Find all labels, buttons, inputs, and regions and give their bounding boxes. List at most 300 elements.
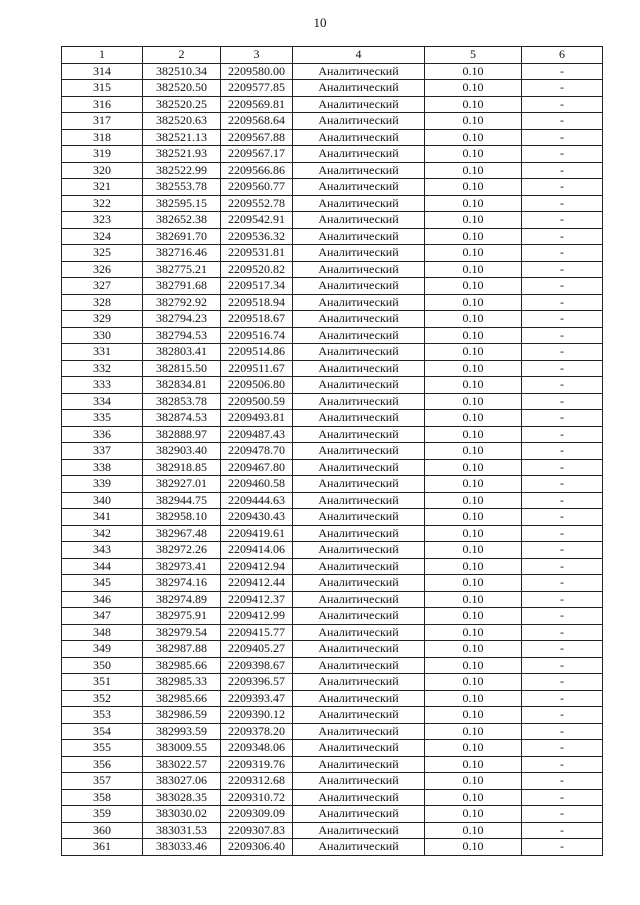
table-cell: 0.10	[425, 327, 522, 344]
table-cell: -	[522, 674, 603, 691]
table-cell: 0.10	[425, 657, 522, 674]
table-cell: 2209567.88	[221, 129, 293, 146]
table-cell: Аналитический	[293, 195, 425, 212]
table-cell: 360	[62, 822, 143, 839]
table-cell: -	[522, 839, 603, 856]
table-row	[62, 228, 603, 245]
table-cell: 341	[62, 509, 143, 526]
table-cell: 320	[62, 162, 143, 179]
table-cell: 0.10	[425, 756, 522, 773]
table-cell: 336	[62, 426, 143, 443]
table-cell: 0.10	[425, 575, 522, 592]
table-row	[62, 278, 603, 295]
table-cell: -	[522, 212, 603, 229]
table-cell: -	[522, 608, 603, 625]
table-cell: -	[522, 476, 603, 493]
table-cell: 0.10	[425, 608, 522, 625]
table-cell: 315	[62, 80, 143, 97]
table-row	[62, 212, 603, 229]
table-cell: 382903.40	[143, 443, 221, 460]
table-cell: Аналитический	[293, 624, 425, 641]
table-cell: -	[522, 426, 603, 443]
table-cell: Аналитический	[293, 245, 425, 262]
table-row	[62, 806, 603, 823]
table-cell: 2209493.81	[221, 410, 293, 427]
table-row	[62, 641, 603, 658]
table-cell: 2209405.27	[221, 641, 293, 658]
table-cell: 2209378.20	[221, 723, 293, 740]
table-cell: Аналитический	[293, 113, 425, 130]
table-cell: 354	[62, 723, 143, 740]
table-cell: -	[522, 542, 603, 559]
table-cell: Аналитический	[293, 80, 425, 97]
table-row	[62, 822, 603, 839]
table-cell: 348	[62, 624, 143, 641]
table-cell: Аналитический	[293, 641, 425, 658]
table-cell: 316	[62, 96, 143, 113]
table-row	[62, 96, 603, 113]
table-cell: 382888.97	[143, 426, 221, 443]
table-cell: 357	[62, 773, 143, 790]
table-cell: 0.10	[425, 789, 522, 806]
table-cell: 382944.75	[143, 492, 221, 509]
table-cell: 382973.41	[143, 558, 221, 575]
table-row	[62, 245, 603, 262]
table-cell: 0.10	[425, 212, 522, 229]
table-cell: Аналитический	[293, 756, 425, 773]
table-row	[62, 459, 603, 476]
table-cell: 2209460.58	[221, 476, 293, 493]
table-row	[62, 162, 603, 179]
table-cell: 382927.01	[143, 476, 221, 493]
table-row	[62, 426, 603, 443]
table-cell: 382853.78	[143, 393, 221, 410]
table-cell: -	[522, 575, 603, 592]
table-cell: 0.10	[425, 525, 522, 542]
table-row	[62, 509, 603, 526]
table-cell: 314	[62, 63, 143, 80]
table-cell: 0.10	[425, 806, 522, 823]
table-cell: -	[522, 327, 603, 344]
table-cell: -	[522, 261, 603, 278]
table-cell: 382803.41	[143, 344, 221, 361]
table-cell: -	[522, 344, 603, 361]
table-cell: Аналитический	[293, 657, 425, 674]
table-cell: Аналитический	[293, 740, 425, 757]
table-cell: 0.10	[425, 707, 522, 724]
table-cell: 2209478.70	[221, 443, 293, 460]
table-cell: -	[522, 294, 603, 311]
table-cell: 2209412.44	[221, 575, 293, 592]
table-cell: 353	[62, 707, 143, 724]
table-cell: Аналитический	[293, 129, 425, 146]
table-cell: Аналитический	[293, 608, 425, 625]
table-cell: 323	[62, 212, 143, 229]
table-row	[62, 377, 603, 394]
table-cell: -	[522, 146, 603, 163]
table-cell: Аналитический	[293, 525, 425, 542]
table-row	[62, 608, 603, 625]
table-row	[62, 344, 603, 361]
table-cell: 382815.50	[143, 360, 221, 377]
table-cell: Аналитический	[293, 789, 425, 806]
column-header: 4	[293, 47, 425, 64]
table-cell: 0.10	[425, 740, 522, 757]
table-cell: 2209560.77	[221, 179, 293, 196]
table-cell: 2209520.82	[221, 261, 293, 278]
table-cell: 0.10	[425, 558, 522, 575]
table-cell: Аналитический	[293, 327, 425, 344]
table-cell: 358	[62, 789, 143, 806]
table-cell: 382553.78	[143, 179, 221, 196]
page-number: 10	[313, 15, 327, 30]
table-cell: -	[522, 657, 603, 674]
table-cell: Аналитический	[293, 344, 425, 361]
table-cell: 382986.59	[143, 707, 221, 724]
table-row	[62, 492, 603, 509]
table-cell: 2209516.74	[221, 327, 293, 344]
table-cell: 2209348.06	[221, 740, 293, 757]
table-cell: 2209542.91	[221, 212, 293, 229]
table-cell: 2209430.43	[221, 509, 293, 526]
table-cell: 324	[62, 228, 143, 245]
table-cell: 2209568.64	[221, 113, 293, 130]
table-cell: 342	[62, 525, 143, 542]
table-cell: -	[522, 756, 603, 773]
table-cell: 0.10	[425, 492, 522, 509]
table-cell: Аналитический	[293, 261, 425, 278]
table-cell: 382791.68	[143, 278, 221, 295]
table-cell: 383033.46	[143, 839, 221, 856]
table-cell: Аналитический	[293, 63, 425, 80]
table-cell: 318	[62, 129, 143, 146]
table-cell: 361	[62, 839, 143, 856]
table-cell: -	[522, 129, 603, 146]
table-cell: 2209414.06	[221, 542, 293, 559]
table-cell: 382792.92	[143, 294, 221, 311]
table-cell: -	[522, 740, 603, 757]
table-row	[62, 80, 603, 97]
table-cell: 2209536.32	[221, 228, 293, 245]
table-cell: 382775.21	[143, 261, 221, 278]
table-cell: 0.10	[425, 278, 522, 295]
table-cell: -	[522, 591, 603, 608]
table-cell: Аналитический	[293, 393, 425, 410]
table-cell: 346	[62, 591, 143, 608]
table-cell: Аналитический	[293, 360, 425, 377]
table-cell: -	[522, 773, 603, 790]
table-header-row	[62, 47, 603, 64]
table-cell: -	[522, 162, 603, 179]
table-cell: 0.10	[425, 294, 522, 311]
table-cell: 0.10	[425, 410, 522, 427]
table-cell: -	[522, 624, 603, 641]
table-cell: 2209412.99	[221, 608, 293, 625]
table-cell: 2209419.61	[221, 525, 293, 542]
table-cell: Аналитический	[293, 459, 425, 476]
table-cell: 0.10	[425, 509, 522, 526]
table-cell: 0.10	[425, 773, 522, 790]
table-cell: 2209569.81	[221, 96, 293, 113]
table-cell: 382716.46	[143, 245, 221, 262]
table-cell: Аналитический	[293, 723, 425, 740]
table-cell: 382979.54	[143, 624, 221, 641]
table-cell: 383031.53	[143, 822, 221, 839]
table-cell: 2209577.85	[221, 80, 293, 97]
table-cell: Аналитический	[293, 278, 425, 295]
table-cell: 382794.23	[143, 311, 221, 328]
table-row	[62, 575, 603, 592]
table-cell: Аналитический	[293, 674, 425, 691]
table-row	[62, 525, 603, 542]
table-cell: 321	[62, 179, 143, 196]
column-header: 6	[522, 47, 603, 64]
table-cell: Аналитический	[293, 377, 425, 394]
table-cell: -	[522, 443, 603, 460]
table-cell: 331	[62, 344, 143, 361]
table-cell: 351	[62, 674, 143, 691]
table-cell: 333	[62, 377, 143, 394]
table-cell: 382918.85	[143, 459, 221, 476]
table-row	[62, 542, 603, 559]
table-cell: Аналитический	[293, 542, 425, 559]
table-cell: 0.10	[425, 96, 522, 113]
table-cell: -	[522, 360, 603, 377]
table-cell: 327	[62, 278, 143, 295]
table-row	[62, 839, 603, 856]
table-cell: 382987.88	[143, 641, 221, 658]
table-cell: 382834.81	[143, 377, 221, 394]
table-cell: 2209566.86	[221, 162, 293, 179]
table-cell: 0.10	[425, 80, 522, 97]
table-cell: -	[522, 558, 603, 575]
table-cell: 382874.53	[143, 410, 221, 427]
table-row	[62, 773, 603, 790]
table-cell: Аналитический	[293, 575, 425, 592]
table-cell: -	[522, 525, 603, 542]
table-cell: 2209393.47	[221, 690, 293, 707]
table-cell: 0.10	[425, 723, 522, 740]
table-cell: 352	[62, 690, 143, 707]
table-cell: -	[522, 789, 603, 806]
table-cell: 382521.13	[143, 129, 221, 146]
table-cell: 382595.15	[143, 195, 221, 212]
table-cell: 0.10	[425, 377, 522, 394]
table-row	[62, 294, 603, 311]
table-cell: 330	[62, 327, 143, 344]
table-cell: -	[522, 195, 603, 212]
table-cell: Аналитический	[293, 839, 425, 856]
table-row	[62, 674, 603, 691]
table-cell: 383022.57	[143, 756, 221, 773]
table-cell: Аналитический	[293, 822, 425, 839]
table-cell: 382974.89	[143, 591, 221, 608]
table-cell: 356	[62, 756, 143, 773]
table-cell: 2209319.76	[221, 756, 293, 773]
table-cell: 0.10	[425, 624, 522, 641]
table-cell: Аналитический	[293, 690, 425, 707]
table-cell: 2209500.59	[221, 393, 293, 410]
table-cell: 382521.93	[143, 146, 221, 163]
table-row	[62, 591, 603, 608]
table-cell: -	[522, 707, 603, 724]
table-cell: 0.10	[425, 591, 522, 608]
table-cell: 0.10	[425, 245, 522, 262]
column-header: 3	[221, 47, 293, 64]
table-cell: 0.10	[425, 113, 522, 130]
table-row	[62, 113, 603, 130]
table-cell: 2209487.43	[221, 426, 293, 443]
table-cell: 0.10	[425, 195, 522, 212]
table-cell: 383009.55	[143, 740, 221, 757]
table-cell: 338	[62, 459, 143, 476]
table-cell: Аналитический	[293, 591, 425, 608]
table-cell: Аналитический	[293, 146, 425, 163]
table-cell: Аналитический	[293, 707, 425, 724]
table-cell: 382520.63	[143, 113, 221, 130]
table-cell: 382691.70	[143, 228, 221, 245]
table-cell: 2209396.57	[221, 674, 293, 691]
table-cell: -	[522, 228, 603, 245]
table-row	[62, 624, 603, 641]
table-cell: 0.10	[425, 63, 522, 80]
table-cell: 2209307.83	[221, 822, 293, 839]
table-row	[62, 393, 603, 410]
table-cell: 0.10	[425, 476, 522, 493]
table-cell: 340	[62, 492, 143, 509]
table-row	[62, 410, 603, 427]
table-cell: 0.10	[425, 162, 522, 179]
table-cell: 2209531.81	[221, 245, 293, 262]
table-cell: 2209580.00	[221, 63, 293, 80]
table-cell: Аналитический	[293, 426, 425, 443]
table-row	[62, 179, 603, 196]
column-header: 5	[425, 47, 522, 64]
table-cell: Аналитический	[293, 179, 425, 196]
table-cell: Аналитический	[293, 476, 425, 493]
table-cell: 319	[62, 146, 143, 163]
table-cell: 2209552.78	[221, 195, 293, 212]
table-cell: 382794.53	[143, 327, 221, 344]
table-cell: 0.10	[425, 311, 522, 328]
table-cell: 2209390.12	[221, 707, 293, 724]
table-cell: 325	[62, 245, 143, 262]
table-cell: 382652.38	[143, 212, 221, 229]
table-cell: Аналитический	[293, 492, 425, 509]
table-cell: 0.10	[425, 129, 522, 146]
table-cell: 0.10	[425, 393, 522, 410]
table-cell: 0.10	[425, 228, 522, 245]
table-cell: Аналитический	[293, 212, 425, 229]
table-cell: 382520.50	[143, 80, 221, 97]
table-row	[62, 443, 603, 460]
table-cell: 0.10	[425, 261, 522, 278]
table-cell: -	[522, 690, 603, 707]
table-cell: -	[522, 410, 603, 427]
table-row	[62, 311, 603, 328]
table-cell: 317	[62, 113, 143, 130]
table-cell: -	[522, 459, 603, 476]
table-cell: 2209518.94	[221, 294, 293, 311]
table-cell: -	[522, 278, 603, 295]
table-cell: 2209398.67	[221, 657, 293, 674]
table-cell: -	[522, 245, 603, 262]
table-cell: 2209517.34	[221, 278, 293, 295]
table-cell: 0.10	[425, 179, 522, 196]
table-cell: -	[522, 96, 603, 113]
column-header: 2	[143, 47, 221, 64]
table-cell: 2209412.94	[221, 558, 293, 575]
table-row	[62, 690, 603, 707]
coordinates-table	[61, 46, 603, 856]
table-cell: Аналитический	[293, 443, 425, 460]
table-cell: Аналитический	[293, 509, 425, 526]
table-cell: 2209511.67	[221, 360, 293, 377]
table-cell: -	[522, 179, 603, 196]
table-cell: -	[522, 492, 603, 509]
table-cell: Аналитический	[293, 294, 425, 311]
table-cell: 329	[62, 311, 143, 328]
table-cell: 0.10	[425, 344, 522, 361]
table-cell: 2209415.77	[221, 624, 293, 641]
table-cell: 2209312.68	[221, 773, 293, 790]
table-cell: 382967.48	[143, 525, 221, 542]
table-cell: -	[522, 113, 603, 130]
table-cell: 0.10	[425, 822, 522, 839]
table-cell: Аналитический	[293, 806, 425, 823]
table-cell: Аналитический	[293, 228, 425, 245]
table-cell: 2209412.37	[221, 591, 293, 608]
table-cell: 383028.35	[143, 789, 221, 806]
table-cell: -	[522, 641, 603, 658]
table-row	[62, 360, 603, 377]
table-cell: Аналитический	[293, 773, 425, 790]
table-cell: 355	[62, 740, 143, 757]
table-row	[62, 740, 603, 757]
table-row	[62, 129, 603, 146]
table-cell: Аналитический	[293, 558, 425, 575]
table-cell: 0.10	[425, 690, 522, 707]
table-cell: 343	[62, 542, 143, 559]
table-cell: 2209567.17	[221, 146, 293, 163]
table-cell: 0.10	[425, 360, 522, 377]
table-cell: 334	[62, 393, 143, 410]
table-row	[62, 476, 603, 493]
table-cell: 2209444.63	[221, 492, 293, 509]
table-cell: 382985.66	[143, 690, 221, 707]
table-cell: Аналитический	[293, 311, 425, 328]
table-cell: 2209506.80	[221, 377, 293, 394]
table-cell: 344	[62, 558, 143, 575]
table-cell: 328	[62, 294, 143, 311]
table-cell: 0.10	[425, 426, 522, 443]
table-cell: 382975.91	[143, 608, 221, 625]
table-cell: 347	[62, 608, 143, 625]
table-cell: 0.10	[425, 146, 522, 163]
table-cell: -	[522, 80, 603, 97]
table-cell: 2209309.09	[221, 806, 293, 823]
table-cell: 382993.59	[143, 723, 221, 740]
table-cell: 2209306.40	[221, 839, 293, 856]
table-row	[62, 707, 603, 724]
table-cell: 0.10	[425, 459, 522, 476]
table-cell: 2209518.67	[221, 311, 293, 328]
table-row	[62, 723, 603, 740]
table-cell: 345	[62, 575, 143, 592]
table-cell: 339	[62, 476, 143, 493]
table-cell: -	[522, 377, 603, 394]
table-cell: 2209310.72	[221, 789, 293, 806]
